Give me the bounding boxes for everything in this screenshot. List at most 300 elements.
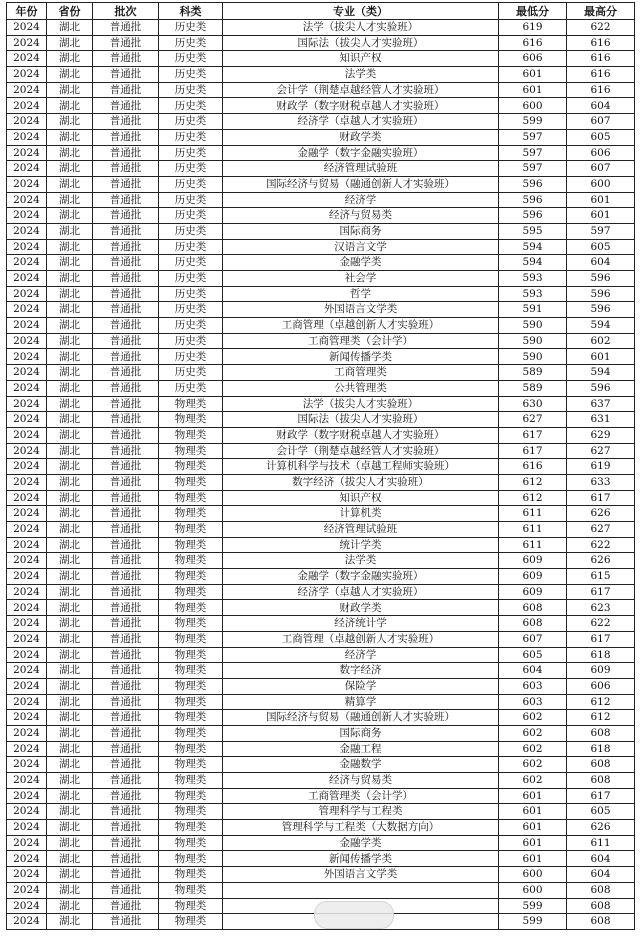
cell-major: 经济与贸易类: [223, 773, 499, 789]
cell-batch: 普通批: [93, 647, 159, 663]
cell-max-score: 601: [567, 349, 635, 365]
cell-province: 湖北: [47, 396, 93, 412]
cell-batch: 普通批: [93, 286, 159, 302]
cell-major: 国际商务: [223, 725, 499, 741]
cell-batch: 普通批: [93, 663, 159, 679]
cell-max-score: 626: [567, 820, 635, 836]
table-row: [7, 820, 635, 836]
cell-year: 2024: [7, 490, 47, 506]
table-row: [7, 333, 635, 349]
cell-batch: 普通批: [93, 271, 159, 287]
table-row: [7, 631, 635, 647]
table-row: [7, 459, 635, 475]
cell-province: 湖北: [47, 490, 93, 506]
cell-batch: 普通批: [93, 380, 159, 396]
cell-batch: 普通批: [93, 914, 159, 930]
cell-province: 湖北: [47, 286, 93, 302]
table-row: [7, 51, 635, 67]
cell-major: 工商管理（卓越创新人才实验班）: [223, 631, 499, 647]
cell-subject-category: 物理类: [159, 600, 223, 616]
cell-major: 会计学（荆楚卓越经管人才实验班）: [223, 82, 499, 98]
header-batch: 批次: [93, 3, 159, 20]
cell-province: 湖北: [47, 741, 93, 757]
table-row: [7, 882, 635, 898]
cell-batch: 普通批: [93, 129, 159, 145]
cell-province: 湖北: [47, 129, 93, 145]
cell-major: 精算学: [223, 694, 499, 710]
cell-major: 金融学类: [223, 255, 499, 271]
cell-year: 2024: [7, 694, 47, 710]
cell-batch: 普通批: [93, 490, 159, 506]
cell-province: 湖北: [47, 647, 93, 663]
cell-min-score: 596: [499, 176, 567, 192]
cell-subject-category: 历史类: [159, 20, 223, 36]
cell-major: 工商管理类: [223, 365, 499, 381]
cell-subject-category: 历史类: [159, 365, 223, 381]
cell-year: 2024: [7, 663, 47, 679]
table-row: [7, 694, 635, 710]
cell-min-score: 602: [499, 773, 567, 789]
cell-year: 2024: [7, 129, 47, 145]
cell-batch: 普通批: [93, 161, 159, 177]
cell-subject-category: 物理类: [159, 490, 223, 506]
table-row: [7, 725, 635, 741]
table-row: [7, 647, 635, 663]
cell-year: 2024: [7, 365, 47, 381]
cell-min-score: 617: [499, 443, 567, 459]
table-row: [7, 788, 635, 804]
cell-province: 湖北: [47, 20, 93, 36]
table-row: [7, 380, 635, 396]
cell-year: 2024: [7, 82, 47, 98]
cell-batch: 普通批: [93, 67, 159, 83]
cell-province: 湖北: [47, 51, 93, 67]
cell-year: 2024: [7, 914, 47, 930]
cell-year: 2024: [7, 569, 47, 585]
table-row: [7, 914, 635, 930]
table-row: [7, 867, 635, 883]
cell-min-score: 593: [499, 271, 567, 287]
cell-year: 2024: [7, 286, 47, 302]
cell-subject-category: 物理类: [159, 616, 223, 632]
cell-major: 新闻传播学类: [223, 349, 499, 365]
cell-year: 2024: [7, 396, 47, 412]
cell-max-score: 600: [567, 176, 635, 192]
cell-year: 2024: [7, 725, 47, 741]
cell-max-score: 606: [567, 678, 635, 694]
cell-province: 湖北: [47, 365, 93, 381]
cell-batch: 普通批: [93, 851, 159, 867]
cell-year: 2024: [7, 255, 47, 271]
cell-max-score: 596: [567, 380, 635, 396]
cell-subject-category: 物理类: [159, 867, 223, 883]
cell-major: 经济学（卓越人才实验班）: [223, 584, 499, 600]
table-row: [7, 616, 635, 632]
cell-province: 湖北: [47, 757, 93, 773]
table-row: [7, 365, 635, 381]
table-row: [7, 396, 635, 412]
cell-min-score: 589: [499, 380, 567, 396]
cell-subject-category: 历史类: [159, 176, 223, 192]
cell-min-score: 596: [499, 208, 567, 224]
cell-major: 经济管理试验班: [223, 522, 499, 538]
cell-subject-category: 历史类: [159, 286, 223, 302]
cell-major: 经济学（卓越人才实验班）: [223, 114, 499, 130]
cell-min-score: 597: [499, 161, 567, 177]
cell-subject-category: 历史类: [159, 271, 223, 287]
table-row: [7, 82, 635, 98]
cell-batch: 普通批: [93, 678, 159, 694]
cell-year: 2024: [7, 318, 47, 334]
cell-batch: 普通批: [93, 616, 159, 632]
cell-min-score: 602: [499, 741, 567, 757]
table-row: [7, 98, 635, 114]
cell-batch: 普通批: [93, 51, 159, 67]
cell-subject-category: 历史类: [159, 145, 223, 161]
cell-subject-category: 物理类: [159, 804, 223, 820]
cell-max-score: 616: [567, 51, 635, 67]
cell-batch: 普通批: [93, 553, 159, 569]
cell-max-score: 617: [567, 584, 635, 600]
cell-batch: 普通批: [93, 427, 159, 443]
header-min-score: 最低分: [499, 3, 567, 20]
cell-max-score: 631: [567, 412, 635, 428]
table-row: [7, 804, 635, 820]
cell-year: 2024: [7, 208, 47, 224]
cell-major: 国际经济与贸易（融通创新人才实验班）: [223, 176, 499, 192]
cell-subject-category: 物理类: [159, 412, 223, 428]
cell-year: 2024: [7, 176, 47, 192]
cell-max-score: 623: [567, 600, 635, 616]
cell-max-score: 618: [567, 741, 635, 757]
cell-subject-category: 物理类: [159, 851, 223, 867]
cell-batch: 普通批: [93, 333, 159, 349]
cell-max-score: 608: [567, 757, 635, 773]
table-row: [7, 663, 635, 679]
cell-min-score: 611: [499, 522, 567, 538]
cell-min-score: 608: [499, 616, 567, 632]
table-row: [7, 757, 635, 773]
cell-major: 财政学（数字财税卓越人才实验班）: [223, 427, 499, 443]
cell-province: 湖北: [47, 506, 93, 522]
cell-max-score: 622: [567, 20, 635, 36]
cell-subject-category: 历史类: [159, 318, 223, 334]
cell-year: 2024: [7, 647, 47, 663]
cell-major: 法学（拔尖人才实验班）: [223, 396, 499, 412]
table-row: [7, 537, 635, 553]
cell-subject-category: 物理类: [159, 569, 223, 585]
cell-year: 2024: [7, 678, 47, 694]
header-province: 省份: [47, 3, 93, 20]
cell-major: 数字经济: [223, 663, 499, 679]
cell-year: 2024: [7, 804, 47, 820]
table-body: [7, 20, 635, 930]
cell-major: [223, 898, 499, 914]
cell-max-score: 609: [567, 663, 635, 679]
cell-year: 2024: [7, 851, 47, 867]
cell-min-score: 596: [499, 192, 567, 208]
table-row: [7, 161, 635, 177]
cell-min-score: 604: [499, 663, 567, 679]
table-row: [7, 710, 635, 726]
cell-min-score: 601: [499, 82, 567, 98]
cell-batch: 普通批: [93, 773, 159, 789]
cell-max-score: 637: [567, 396, 635, 412]
cell-major: 经济与贸易类: [223, 208, 499, 224]
header-max-score: 最高分: [567, 3, 635, 20]
cell-subject-category: 物理类: [159, 773, 223, 789]
cell-min-score: 607: [499, 631, 567, 647]
cell-year: 2024: [7, 835, 47, 851]
cell-batch: 普通批: [93, 318, 159, 334]
cell-year: 2024: [7, 349, 47, 365]
table-row: [7, 474, 635, 490]
cell-province: 湖北: [47, 914, 93, 930]
cell-province: 湖北: [47, 569, 93, 585]
cell-subject-category: 物理类: [159, 694, 223, 710]
cell-max-score: 612: [567, 710, 635, 726]
cell-province: 湖北: [47, 114, 93, 130]
cell-subject-category: 物理类: [159, 820, 223, 836]
cell-max-score: 612: [567, 694, 635, 710]
cell-year: 2024: [7, 584, 47, 600]
cell-batch: 普通批: [93, 443, 159, 459]
cell-year: 2024: [7, 161, 47, 177]
cell-max-score: 617: [567, 490, 635, 506]
cell-min-score: 600: [499, 882, 567, 898]
cell-max-score: 629: [567, 427, 635, 443]
cell-year: 2024: [7, 443, 47, 459]
cell-min-score: 601: [499, 851, 567, 867]
cell-year: 2024: [7, 882, 47, 898]
cell-subject-category: 物理类: [159, 663, 223, 679]
cell-province: 湖北: [47, 82, 93, 98]
cell-min-score: 591: [499, 302, 567, 318]
cell-subject-category: 物理类: [159, 741, 223, 757]
cell-province: 湖北: [47, 710, 93, 726]
table-row: [7, 851, 635, 867]
cell-subject-category: 历史类: [159, 67, 223, 83]
cell-major: 法学类: [223, 67, 499, 83]
cell-min-score: 600: [499, 867, 567, 883]
cell-province: 湖北: [47, 255, 93, 271]
cell-major: 国际经济与贸易（融通创新人才实验班）: [223, 710, 499, 726]
cell-year: 2024: [7, 788, 47, 804]
cell-year: 2024: [7, 773, 47, 789]
cell-year: 2024: [7, 710, 47, 726]
cell-max-score: 594: [567, 318, 635, 334]
cell-max-score: 617: [567, 788, 635, 804]
cell-subject-category: 物理类: [159, 584, 223, 600]
cell-max-score: 622: [567, 537, 635, 553]
cell-batch: 普通批: [93, 208, 159, 224]
cell-batch: 普通批: [93, 537, 159, 553]
cell-province: 湖北: [47, 600, 93, 616]
cell-max-score: 607: [567, 114, 635, 130]
cell-major: [223, 882, 499, 898]
cell-max-score: 617: [567, 631, 635, 647]
table-row: [7, 506, 635, 522]
cell-province: 湖北: [47, 333, 93, 349]
cell-year: 2024: [7, 67, 47, 83]
cell-year: 2024: [7, 522, 47, 538]
cell-batch: 普通批: [93, 882, 159, 898]
cell-min-score: 599: [499, 914, 567, 930]
table-row: [7, 600, 635, 616]
cell-subject-category: 物理类: [159, 427, 223, 443]
cell-subject-category: 历史类: [159, 380, 223, 396]
cell-min-score: 601: [499, 820, 567, 836]
cell-max-score: 607: [567, 161, 635, 177]
cell-min-score: 602: [499, 725, 567, 741]
cell-major: 社会学: [223, 271, 499, 287]
cell-province: 湖北: [47, 522, 93, 538]
cell-province: 湖北: [47, 302, 93, 318]
table-row: [7, 678, 635, 694]
cell-subject-category: 物理类: [159, 631, 223, 647]
cell-province: 湖北: [47, 773, 93, 789]
cell-max-score: 619: [567, 459, 635, 475]
cell-year: 2024: [7, 51, 47, 67]
cell-subject-category: 物理类: [159, 882, 223, 898]
cell-province: 湖北: [47, 349, 93, 365]
cell-year: 2024: [7, 741, 47, 757]
cell-batch: 普通批: [93, 474, 159, 490]
cell-min-score: 605: [499, 647, 567, 663]
cell-subject-category: 物理类: [159, 553, 223, 569]
cell-batch: 普通批: [93, 459, 159, 475]
table-row: [7, 835, 635, 851]
cell-subject-category: 物理类: [159, 835, 223, 851]
table-row: [7, 67, 635, 83]
cell-major: 国际商务: [223, 223, 499, 239]
cell-province: 湖北: [47, 788, 93, 804]
cell-max-score: 608: [567, 773, 635, 789]
cell-province: 湖北: [47, 239, 93, 255]
header-subject-category: 科类: [159, 3, 223, 20]
cell-subject-category: 历史类: [159, 35, 223, 51]
cell-year: 2024: [7, 302, 47, 318]
cell-max-score: 626: [567, 553, 635, 569]
cell-subject-category: 历史类: [159, 129, 223, 145]
cell-min-score: 602: [499, 710, 567, 726]
cell-batch: 普通批: [93, 239, 159, 255]
cell-major: 金融学（数字金融实验班）: [223, 145, 499, 161]
cell-year: 2024: [7, 380, 47, 396]
cell-max-score: 605: [567, 804, 635, 820]
table-row: [7, 20, 635, 36]
cell-max-score: 608: [567, 898, 635, 914]
cell-batch: 普通批: [93, 114, 159, 130]
cell-min-score: 609: [499, 569, 567, 585]
cell-major: 外国语言文学类: [223, 867, 499, 883]
table-row: [7, 302, 635, 318]
cell-major: 知识产权: [223, 490, 499, 506]
cell-province: 湖北: [47, 694, 93, 710]
cell-min-score: 609: [499, 553, 567, 569]
cell-batch: 普通批: [93, 412, 159, 428]
cell-batch: 普通批: [93, 365, 159, 381]
cell-min-score: 594: [499, 239, 567, 255]
cell-min-score: 611: [499, 537, 567, 553]
cell-batch: 普通批: [93, 255, 159, 271]
table-row: [7, 773, 635, 789]
table-row: [7, 443, 635, 459]
cell-min-score: 601: [499, 804, 567, 820]
cell-max-score: 606: [567, 145, 635, 161]
cell-subject-category: 物理类: [159, 788, 223, 804]
cell-max-score: 608: [567, 914, 635, 930]
cell-major: 工商管理类（会计学）: [223, 333, 499, 349]
admission-scores-table: [6, 2, 635, 930]
cell-subject-category: 物理类: [159, 898, 223, 914]
cell-subject-category: 物理类: [159, 710, 223, 726]
cell-min-score: 593: [499, 286, 567, 302]
cell-year: 2024: [7, 474, 47, 490]
cell-batch: 普通批: [93, 741, 159, 757]
cell-batch: 普通批: [93, 867, 159, 883]
cell-min-score: 599: [499, 114, 567, 130]
cell-year: 2024: [7, 192, 47, 208]
cell-year: 2024: [7, 553, 47, 569]
cell-year: 2024: [7, 35, 47, 51]
cell-max-score: 615: [567, 569, 635, 585]
table-row: [7, 271, 635, 287]
cell-major: 统计学类: [223, 537, 499, 553]
cell-year: 2024: [7, 271, 47, 287]
cell-batch: 普通批: [93, 631, 159, 647]
cell-major: 计算机类: [223, 506, 499, 522]
cell-subject-category: 历史类: [159, 51, 223, 67]
cell-major: 金融数学: [223, 757, 499, 773]
cell-min-score: 599: [499, 898, 567, 914]
header-major: 专业（类）: [223, 3, 499, 20]
table-row: [7, 741, 635, 757]
cell-batch: 普通批: [93, 788, 159, 804]
cell-subject-category: 物理类: [159, 647, 223, 663]
table-row: [7, 208, 635, 224]
cell-max-score: 608: [567, 725, 635, 741]
cell-province: 湖北: [47, 161, 93, 177]
cell-min-score: 611: [499, 506, 567, 522]
cell-province: 湖北: [47, 851, 93, 867]
cell-max-score: 601: [567, 208, 635, 224]
cell-min-score: 601: [499, 67, 567, 83]
cell-major: 金融学（数字金融实验班）: [223, 569, 499, 585]
cell-major: 工商管理类（会计学）: [223, 788, 499, 804]
cell-min-score: 612: [499, 490, 567, 506]
cell-subject-category: 物理类: [159, 459, 223, 475]
cell-province: 湖北: [47, 725, 93, 741]
cell-subject-category: 物理类: [159, 914, 223, 930]
cell-batch: 普通批: [93, 804, 159, 820]
cell-province: 湖北: [47, 474, 93, 490]
cell-province: 湖北: [47, 820, 93, 836]
cell-major: 管理科学与工程类: [223, 804, 499, 820]
cell-min-score: 616: [499, 35, 567, 51]
cell-max-score: 616: [567, 67, 635, 83]
cell-year: 2024: [7, 145, 47, 161]
cell-min-score: 612: [499, 474, 567, 490]
table-row: [7, 239, 635, 255]
cell-batch: 普通批: [93, 145, 159, 161]
cell-min-score: 603: [499, 694, 567, 710]
cell-province: 湖北: [47, 867, 93, 883]
cell-max-score: 604: [567, 867, 635, 883]
cell-province: 湖北: [47, 443, 93, 459]
cell-max-score: 616: [567, 82, 635, 98]
cell-subject-category: 物理类: [159, 678, 223, 694]
